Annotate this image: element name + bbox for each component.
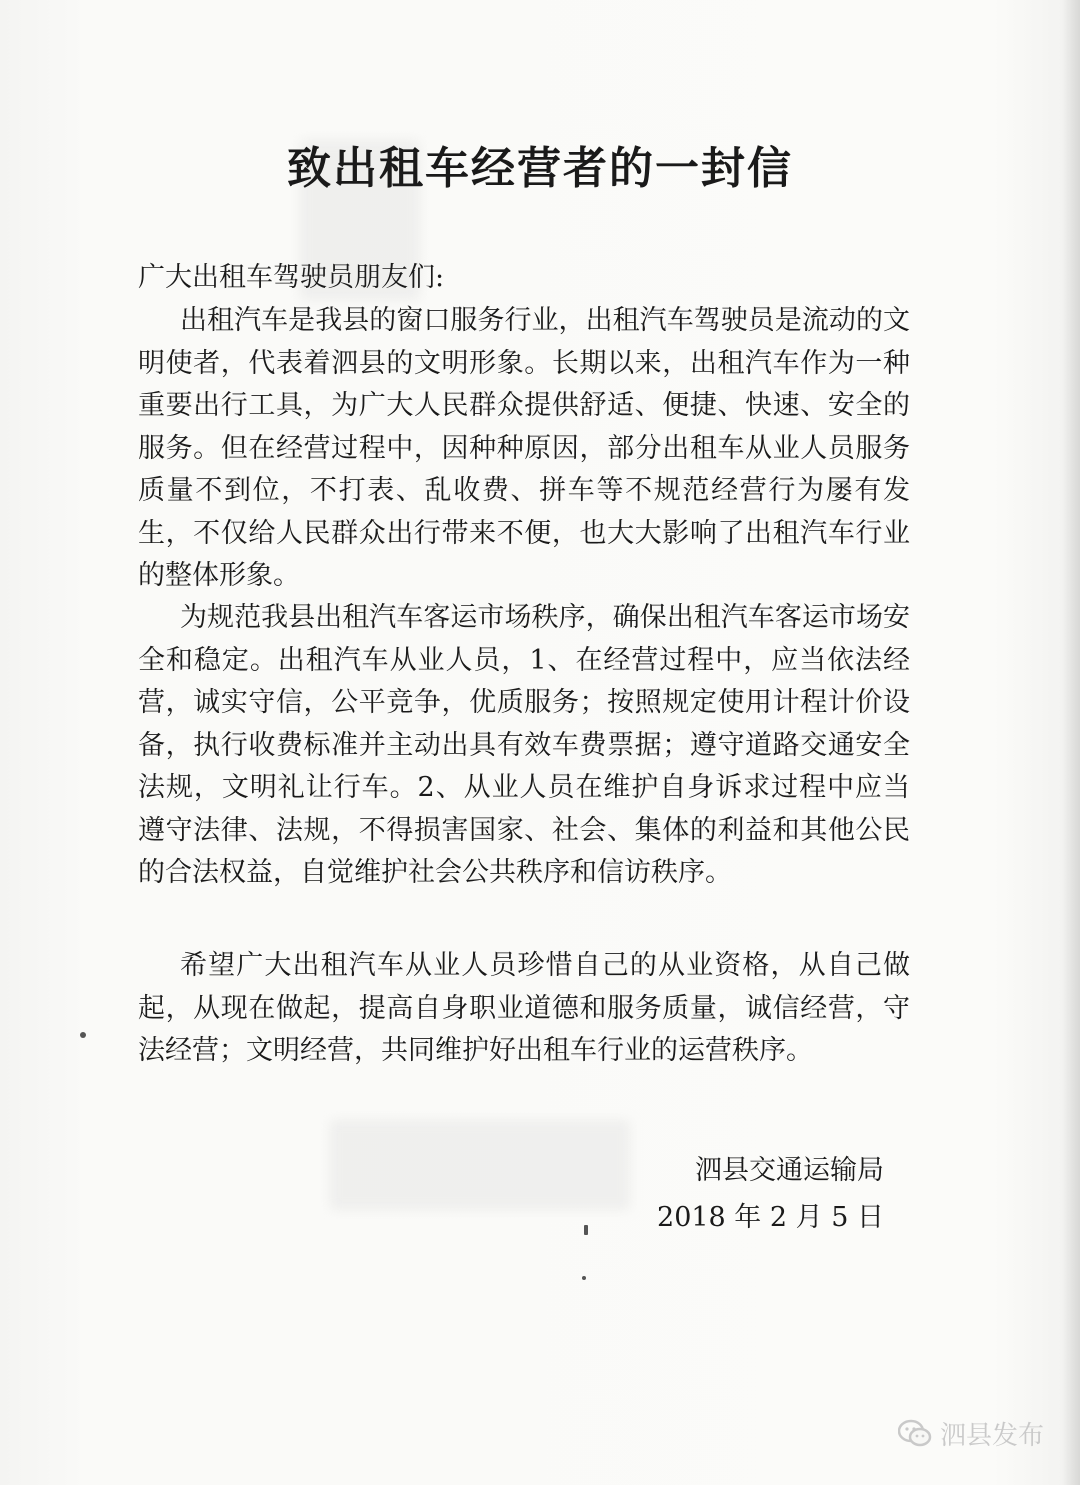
scan-speck bbox=[584, 1225, 588, 1235]
signature-organization: 泗县交通运输局 bbox=[695, 1155, 884, 1186]
watermark-text: 泗县发布 bbox=[939, 1421, 1044, 1451]
scan-smudge bbox=[330, 1120, 630, 1210]
watermark bbox=[898, 1415, 1044, 1452]
letter-paragraph: 为规范我县出租汽车客运市场秩序，确保出租汽车客运市场安全和稳定。出租汽车从业人员，1、在经营过程中，应当依法经营，诚实守信，公平竞争，优质服务；按照规定使用计程计价设备，执行收费标准并主动出具有效车费票据；遵守道路交通安全法规，文明礼让行车。2、从业人员在维护自身诉求过程中应当遵守法律、法规，不得损害国家、社会、集体的利益和其他公民的合法权益，自觉维护社会公共秩序和信访秩序。 bbox=[138, 602, 910, 888]
scan-edge-shadow bbox=[1062, 0, 1080, 1485]
scan-speck bbox=[582, 1276, 586, 1280]
letter-salutation: 广大出租车驾驶员朋友们: bbox=[138, 262, 445, 293]
scan-speck bbox=[80, 1032, 86, 1038]
letter-paragraph: 出租汽车是我县的窗口服务行业，出租汽车驾驶员是流动的文明使者，代表着泗县的文明形象。长期以来，出租汽车作为一种重要出行工具，为广大人民群众提供舒适、便捷、快速、安全的服务。但在经营过程中，因种种原因，部分出租车从业人员服务质量不到位，不打表、乱收费、拼车等不规范经营行为屡有发生，不仅给人民群众出行带来不便，也大大影响了出租汽车行业的整体形象。 bbox=[138, 305, 910, 591]
wechat-icon bbox=[898, 1419, 932, 1449]
signature-date: 2018 年 2 月 5 日 bbox=[657, 1202, 884, 1233]
letter-title: 致出租车经营者的一封信 bbox=[287, 143, 793, 194]
letter-paragraph: 希望广大出租汽车从业人员珍惜自己的从业资格，从自己做起，从现在做起，提高自身职业道德和服务质量，诚信经营，守法经营；文明经营，共同维护好出租车行业的运营秩序。 bbox=[138, 950, 910, 1066]
